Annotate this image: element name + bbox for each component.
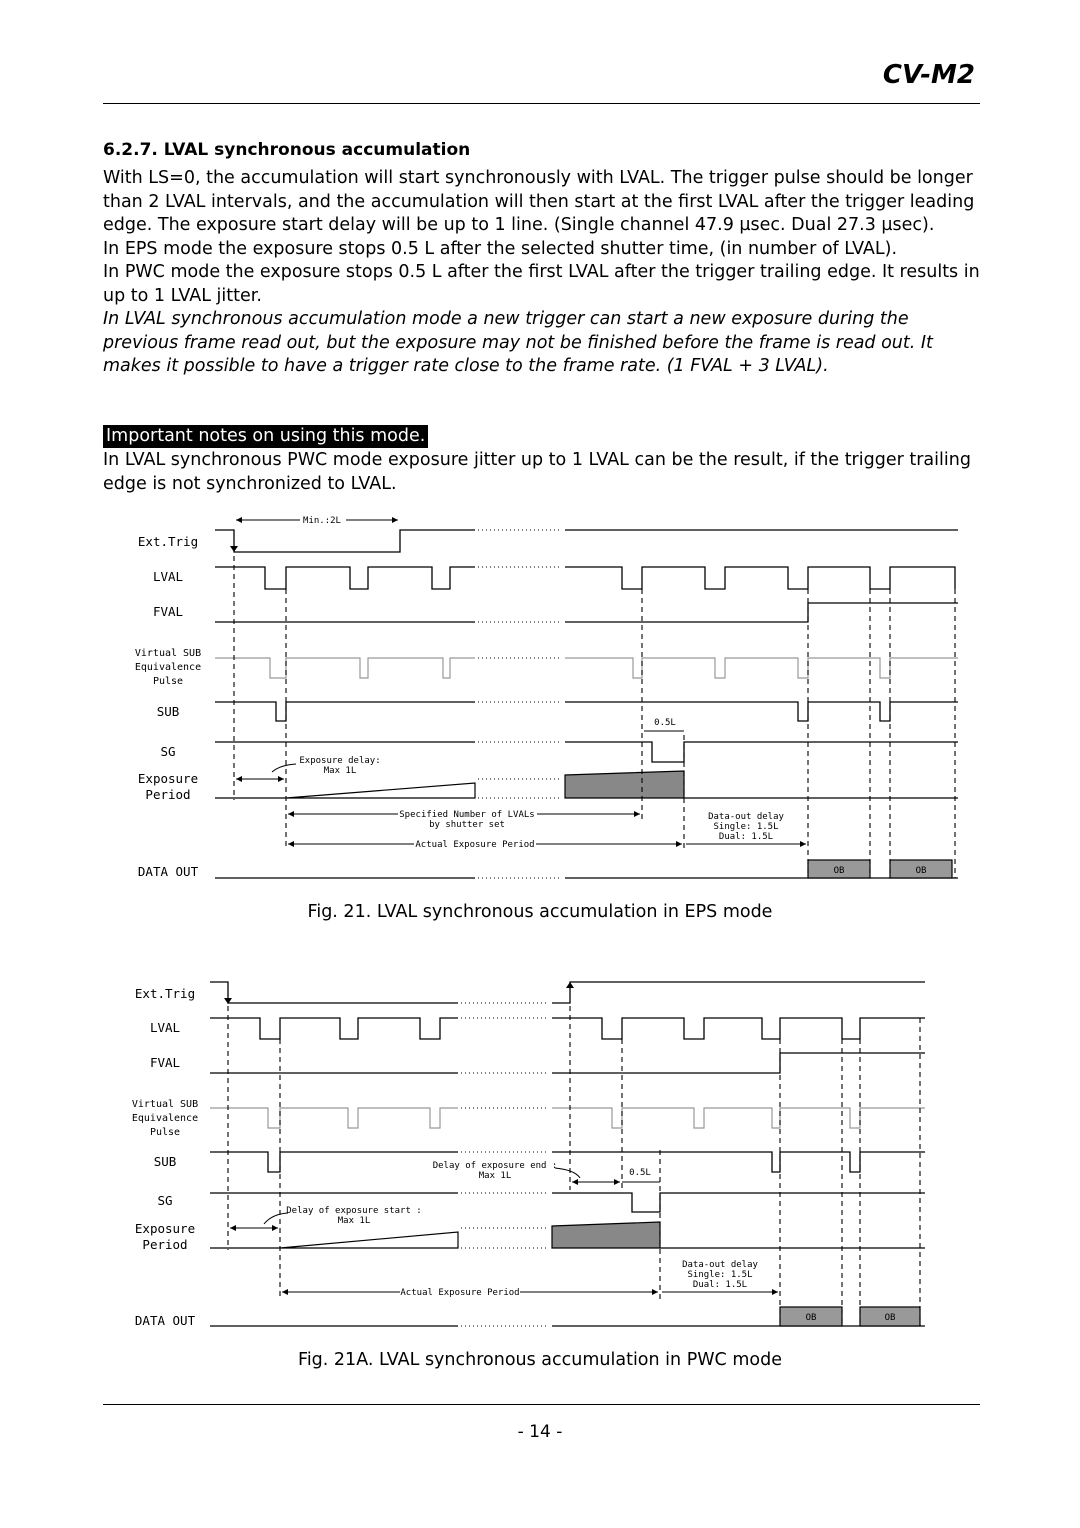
label-sub: SUB (153, 1154, 177, 1169)
ob-label: OB (884, 1313, 896, 1323)
annotation-half-line: 0.5L (654, 718, 676, 728)
label-data-out: DATA OUT (137, 864, 199, 879)
lval-wave (210, 1018, 458, 1039)
fval-wave (565, 603, 958, 622)
virtual-sub-wave (210, 1108, 458, 1128)
figure-caption-pwc: Fig. 21A. LVAL synchronous accumulation in PWC mode (298, 1350, 782, 1370)
arrowhead (272, 1225, 278, 1231)
label-exposure-period: Period (142, 1237, 188, 1252)
annotation-by-shutter: by shutter set (429, 820, 505, 830)
exposure-ramp (552, 1222, 660, 1248)
label-exposure-period: Period (145, 787, 191, 802)
sub-wave (565, 702, 958, 721)
arrowhead (288, 811, 294, 817)
delay-start-leader (264, 1213, 288, 1224)
label-lval: LVAL (152, 569, 184, 584)
annotation-exposure-delay: Exposure delay: (299, 756, 381, 766)
sub-wave (215, 702, 475, 721)
lval-wave (215, 567, 475, 589)
notes-text: In LVAL synchronous PWC mode exposure jitter up to 1 LVAL can be the result, if the trigger trailing edge is not synchronized to LVAL. (103, 450, 971, 494)
annotation-dual: Dual: 1.5L (718, 832, 774, 842)
ext-trig-wave (210, 982, 458, 1003)
label-virtual-sub: Virtual SUB (134, 648, 202, 659)
annotation-single: Single: 1.5L (687, 1270, 753, 1280)
arrowhead (566, 982, 574, 988)
annotation-actual-exposure: Actual Exposure Period (415, 840, 535, 850)
document-title: CV-M2 (882, 60, 975, 90)
annotation-specified-lvals: Specified Number of LVALs (399, 810, 535, 820)
label-lval: LVAL (149, 1020, 181, 1035)
label-ext-trig: Ext.Trig (137, 534, 199, 549)
label-fval: FVAL (149, 1055, 181, 1070)
arrowhead (288, 841, 294, 847)
label-virtual-sub-equivalence: Equivalence (131, 1113, 199, 1124)
sg-wave (565, 742, 958, 762)
lval-wave (565, 567, 955, 589)
annotation-min-2l: Min.:2L (303, 516, 341, 526)
header-rule (103, 103, 980, 104)
timing-diagram-pwc (0, 975, 1080, 1335)
annotation-data-out-delay: Data-out delay (682, 1260, 758, 1270)
annotation-actual-exposure: Actual Exposure Period (400, 1288, 520, 1298)
exposure-ramp (565, 771, 684, 798)
figure-caption-eps: Fig. 21. LVAL synchronous accumulation in EPS mode (307, 902, 773, 922)
section-body (103, 167, 983, 379)
arrowhead (800, 841, 806, 847)
arrowhead (572, 1179, 578, 1185)
label-fval: FVAL (152, 604, 184, 619)
arrowhead (230, 1225, 236, 1231)
paragraph: In PWC mode the exposure stops 0.5 L after the first LVAL after the trigger trailing edge. It results in up to 1 LVAL jitter. (103, 262, 980, 306)
section-heading: 6.2.7. LVAL synchronous accumulation (103, 140, 471, 160)
annotation-exposure-delay-max: Max 1L (323, 766, 357, 776)
label-sg: SG (157, 1193, 173, 1208)
arrowhead (634, 811, 640, 817)
ext-trig-wave (215, 530, 475, 552)
exposure-ramp (280, 1232, 458, 1248)
label-virtual-sub-pulse: Pulse (149, 1127, 181, 1138)
annotation-dual: Dual: 1.5L (692, 1280, 748, 1290)
label-virtual-sub-pulse: Pulse (152, 676, 184, 687)
delay-end-leader (555, 1168, 580, 1178)
virtual-sub-wave (215, 658, 475, 678)
ext-trig-wave (552, 982, 925, 1003)
label-virtual-sub-equivalence: Equivalence (134, 662, 202, 673)
italic-paragraph: In LVAL synchronous accumulation mode a new trigger can start a new exposure during the previous frame read out, but the exposure may not be finished before the frame is read out. It makes it possible to have a trigger rate close to the frame rate. (1 FVAL + 3 LVAL). (103, 309, 933, 376)
paragraph: With LS=0, the accumulation will start synchronously with LVAL. The trigger pulse should be longer than 2 LVAL intervals, and the accumulation will then start at the first LVAL after the trigger leading edge. The exposure start delay will be up to 1 line. (Single channel 47.9 µsec. Dual 27.3 µsec). (103, 168, 975, 235)
notes-title: Important notes on using this mode. (103, 425, 428, 448)
arrowhead (230, 546, 238, 552)
arrowhead (652, 1289, 658, 1295)
label-sg: SG (160, 744, 176, 759)
arrowhead (392, 517, 398, 523)
label-exposure: Exposure (137, 771, 199, 786)
lval-wave (552, 1018, 925, 1039)
timing-guides (228, 1006, 920, 1326)
annotation-delay-start: Delay of exposure start : (286, 1206, 422, 1216)
arrowhead (614, 1179, 620, 1185)
arrowhead (236, 776, 242, 782)
annotation-delay-start-max: Max 1L (337, 1216, 371, 1226)
timing-diagram-eps (0, 505, 1080, 890)
annotation-single: Single: 1.5L (713, 822, 779, 832)
page-number: - 14 - (517, 1422, 563, 1442)
delay-leader (272, 764, 296, 772)
annotation-delay-end: Delay of exposure end : (432, 1161, 558, 1171)
annotation-delay-end-max: Max 1L (478, 1171, 512, 1181)
footer-rule (103, 1404, 980, 1405)
fval-wave (552, 1053, 925, 1073)
timing-guides (234, 556, 955, 878)
virtual-sub-wave (565, 658, 958, 678)
ob-label: OB (805, 1313, 817, 1323)
sub-wave (552, 1152, 925, 1172)
arrowhead (676, 841, 682, 847)
annotation-half-line: 0.5L (629, 1168, 651, 1178)
virtual-sub-wave (552, 1108, 925, 1128)
arrowhead (236, 517, 242, 523)
arrowhead (278, 776, 284, 782)
annotation-data-out-delay: Data-out delay (708, 812, 784, 822)
label-ext-trig: Ext.Trig (134, 986, 196, 1001)
exposure-ramp (286, 783, 475, 798)
ob-label: OB (915, 866, 927, 876)
label-data-out: DATA OUT (134, 1313, 196, 1328)
sub-wave (210, 1152, 458, 1172)
label-sub: SUB (156, 704, 180, 719)
paragraph: In EPS mode the exposure stops 0.5 L after the selected shutter time, (in number of LVAL). (103, 238, 898, 259)
ob-label: OB (833, 866, 845, 876)
label-exposure: Exposure (134, 1221, 196, 1236)
arrowhead (772, 1289, 778, 1295)
arrowhead (282, 1289, 288, 1295)
label-virtual-sub: Virtual SUB (131, 1099, 199, 1110)
sg-wave (552, 1193, 925, 1212)
